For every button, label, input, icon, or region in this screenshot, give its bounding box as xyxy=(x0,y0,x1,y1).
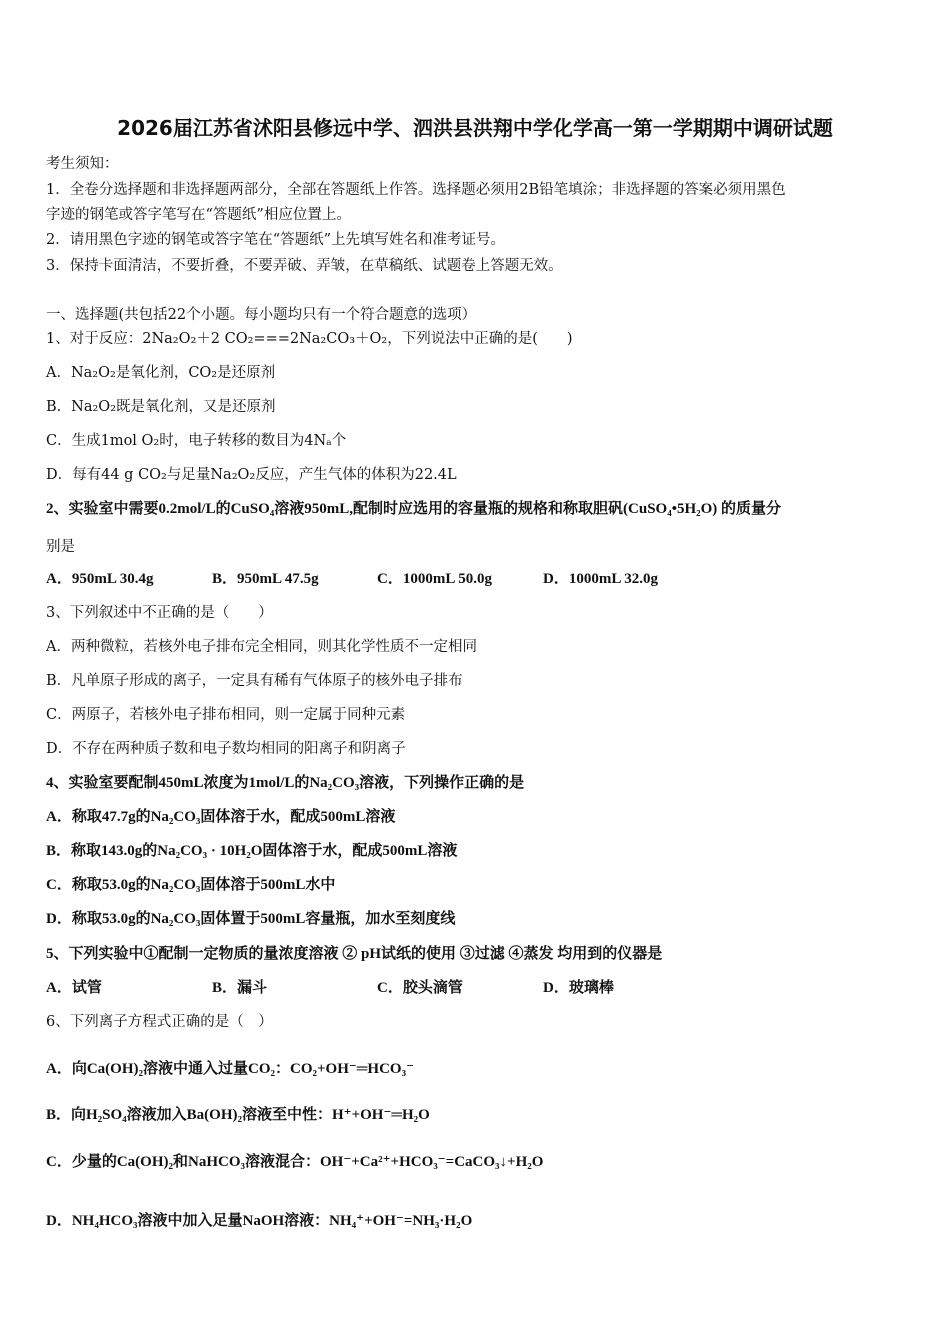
question-1-option-d: D．每有44 g CO₂与足量Na₂O₂反应，产生气体的体积为22.4L xyxy=(46,467,457,483)
question-1-option-c: C．生成1mol O₂时，电子转移的数目为4Nₐ个 xyxy=(46,433,347,449)
document-title: 2026届江苏省沭阳县修远中学、泗洪县洪翔中学化学高一第一学期期中调研试题 xyxy=(117,116,833,140)
question-3-option-c: C．两原子，若核外电子排布相同，则一定属于同种元素 xyxy=(46,707,406,723)
notice-item: 3．保持卡面清洁，不要折叠，不要弄破、弄皱，在草稿纸、试题卷上答题无效。 xyxy=(46,258,563,274)
question-6-stem: 6、下列离子方程式正确的是（ ） xyxy=(46,1014,273,1030)
question-1-option-b: B．Na₂O₂既是氧化剂，又是还原剂 xyxy=(46,399,276,415)
question-2-option-b: B．950mL 47.5g xyxy=(212,571,319,587)
notice-item: 2．请用黑色字迹的钢笔或答字笔在“答题纸”上先填写姓名和准考证号。 xyxy=(46,232,506,248)
question-6-option-b: B．向H₂SO₄溶液加入Ba(OH)₂溶液至中性：H⁺+OH⁻═H₂O xyxy=(46,1107,430,1123)
question-4-stem: 4、实验室要配制450mL浓度为1mol/L的Na₂CO₃溶液，下列操作正确的是 xyxy=(46,775,525,791)
question-2-option-a: A．950mL 30.4g xyxy=(46,571,154,587)
question-3-option-d: D．不存在两种质子数和电子数均相同的阳离子和阴离子 xyxy=(46,741,406,757)
question-3-option-b: B．凡单原子形成的离子，一定具有稀有气体原子的核外电子排布 xyxy=(46,673,463,689)
question-2-option-c: C．1000mL 50.0g xyxy=(377,571,493,587)
question-5-option-d: D．玻璃棒 xyxy=(543,980,614,996)
question-5-option-c: C．胶头滴管 xyxy=(377,980,463,996)
section-heading: 一、选择题(共包括22个小题。每小题均只有一个符合题意的选项） xyxy=(46,307,477,323)
question-4-option-d: D．称取53.0g的Na₂CO₃固体置于500mL容量瓶，加水至刻度线 xyxy=(46,911,456,927)
question-3-stem: 3、下列叙述中不正确的是（ ） xyxy=(46,605,273,621)
question-4-option-c: C．称取53.0g的Na₂CO₃固体溶于500mL水中 xyxy=(46,877,336,893)
question-2-stem-continued: 别是 xyxy=(46,539,75,555)
question-2-stem: 2、实验室中需要0.2mol/L的CuSO₄溶液950mL,配制时应选用的容量瓶的规格和称取胆矾(CuSO₄•5H₂O) 的质量分 xyxy=(46,501,782,517)
question-3-option-a: A．两种微粒，若核外电子排布完全相同，则其化学性质不一定相同 xyxy=(46,639,477,655)
question-6-option-d: D．NH₄HCO₃溶液中加入足量NaOH溶液：NH₄⁺+OH⁻=NH₃·H₂O xyxy=(46,1213,473,1229)
question-4-option-a: A．称取47.7g的Na₂CO₃固体溶于水，配成500mL溶液 xyxy=(46,809,396,825)
question-5-option-a: A．试管 xyxy=(46,980,102,996)
question-5-option-b: B．漏斗 xyxy=(212,980,268,996)
question-5-stem: 5、下列实验中①配制一定物质的量浓度溶液 ② pH试纸的使用 ③过滤 ④蒸发 均用到的仪器是 xyxy=(46,946,663,962)
question-6-option-c: C．少量的Ca(OH)₂和NaHCO₃溶液混合：OH⁻+Ca²⁺+HCO₃⁻=CaCO₃↓+H₂O xyxy=(46,1154,544,1170)
notice-heading: 考生须知： xyxy=(46,156,119,172)
question-4-option-b: B．称取143.0g的Na₂CO₃ · 10H₂O固体溶于水，配成500mL溶液 xyxy=(46,843,458,859)
question-2-option-d: D．1000mL 32.0g xyxy=(543,571,659,587)
notice-item: 字迹的钢笔或答字笔写在“答题纸”相应位置上。 xyxy=(46,207,351,223)
question-1-stem: 1、对于反应：2Na₂O₂＋2 CO₂===2Na₂CO₃＋O₂，下列说法中正确的是( ) xyxy=(46,331,573,347)
question-6-option-a: A．向Ca(OH)₂溶液中通入过量CO₂：CO₂+OH⁻═HCO₃⁻ xyxy=(46,1061,414,1077)
question-1-option-a: A．Na₂O₂是氧化剂，CO₂是还原剂 xyxy=(46,365,276,381)
notice-item: 1．全卷分选择题和非选择题两部分，全部在答题纸上作答。选择题必须用2B铅笔填涂；非选择题的答案必须用黑色 xyxy=(46,182,786,198)
